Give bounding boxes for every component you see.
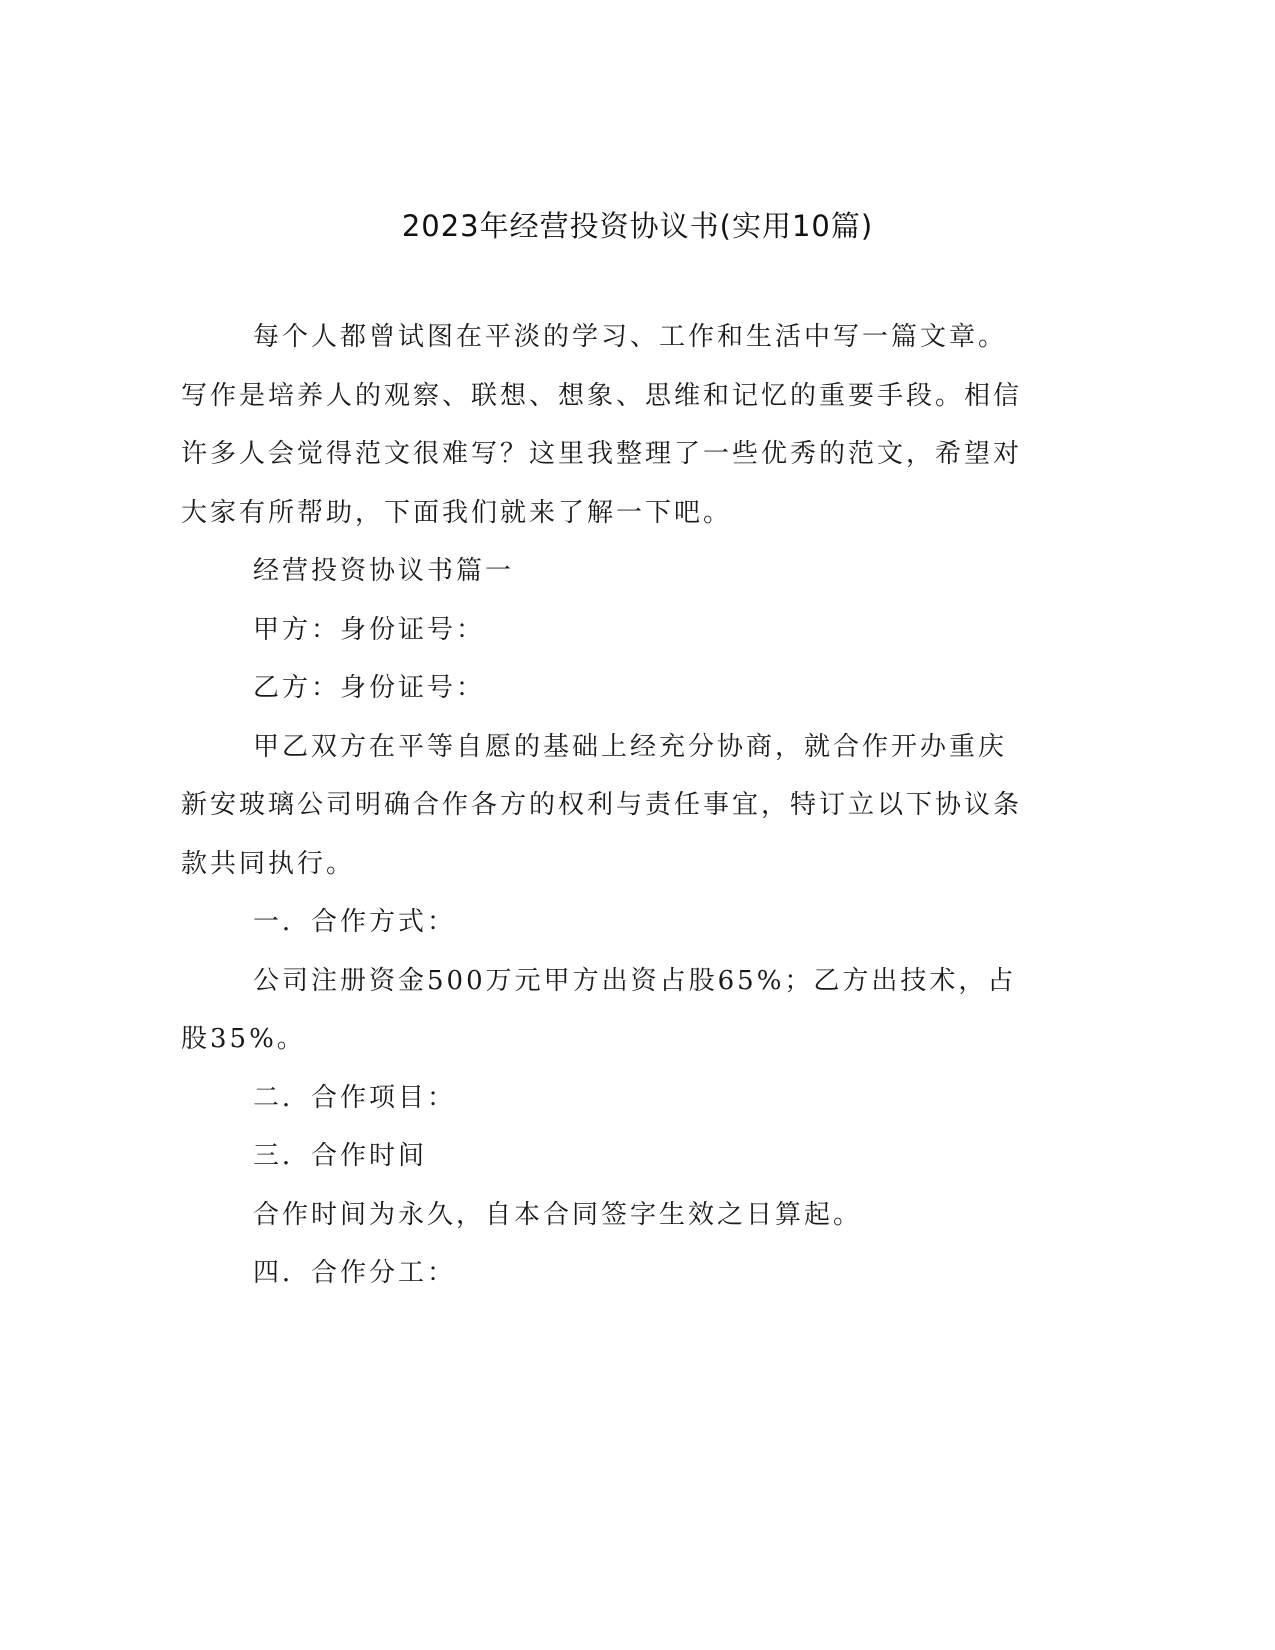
agreement-preamble: 甲乙双方在平等自愿的基础上经充分协商，就合作开办重庆新安玻璃公司明确合作各方的权利与责任事宜，特订立以下协议条款共同执行。: [181, 731, 1023, 879]
document-body: [181, 308, 1029, 1303]
clause-heading-2: 二．合作项目：: [253, 1082, 457, 1113]
clause-text-3: 合作时间为永久，自本合同签字生效之日算起。: [253, 1199, 863, 1230]
clause-text-1: 公司注册资金500万元甲方出资占股65%；乙方出技术，占股35%。: [181, 965, 1017, 1054]
clause-heading-3: 三．合作时间: [253, 1141, 428, 1171]
party-a-line: 甲方：身份证号：: [253, 614, 486, 645]
party-b-line: 乙方：身份证号：: [253, 673, 486, 703]
document-title: 2023年经营投资协议书(实用10篇): [401, 209, 874, 243]
intro-paragraph: 每个人都曾试图在平淡的学习、工作和生活中写一篇文章。写作是培养人的观察、联想、想象、思维和记忆的重要手段。相信许多人会觉得范文很难写？这里我整理了一些优秀的范文，希望对大家有所帮助，下面我们就来了解一下吧。: [181, 322, 1023, 528]
section-heading: 经营投资协议书篇一: [253, 556, 515, 586]
clause-heading-1: 一．合作方式：: [253, 907, 457, 937]
clause-heading-4: 四．合作分工：: [253, 1258, 457, 1288]
